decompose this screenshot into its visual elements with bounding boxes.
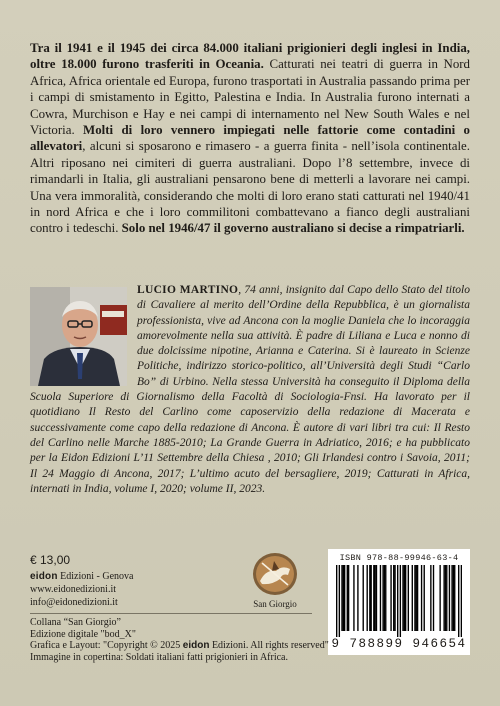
barcode-bar [430,565,431,631]
barcode-bar [339,565,340,637]
barcode-bar [373,565,374,631]
blurb-bold-3: Solo nel 1946/47 il governo australiano si decise a rimpatriarli. [121,221,465,236]
author-name: LUCIO MARTINO [137,284,239,296]
author-portrait-graphic [30,287,127,386]
barcode-bar [376,565,377,631]
barcode-bar [390,565,391,631]
barcode-bar [402,565,403,631]
barcode-bar [404,565,405,631]
barcode-bar [385,565,386,631]
barcode-bar [443,565,444,631]
back-cover-blurb [30,40,470,237]
barcode-bar [353,565,354,631]
divider [30,613,312,614]
barcode-bar [347,565,348,631]
barcode-bar [446,565,447,631]
barcode-bar [341,565,342,631]
barcode-bar [405,565,406,631]
colophon-edition: Edizione digitale "bod_X" [30,628,136,640]
publisher-brand: eidon [30,571,58,582]
barcode-bar [417,565,418,631]
barcode-bar [394,565,395,631]
barcode-bar [363,565,364,631]
isbn-digits: 9 788899 946654 [331,637,467,651]
barcode-bar [370,565,371,631]
barcode-bar [449,565,450,631]
blurb-text-2: , alcuni si sposarono e rimasero - a guerra finita - nell’isola continentale. Altri riposano nei cimiteri di guerra australiani. Dopo l’8 settembre, invece di rimandarli in Italia, gli australiani pensarono bene di metterli a lavorare nei campi. Una vera immoralità, considerando che molti di loro erano stati catturati nel 1940/41 in nord Africa e che i loro commilitoni combattevano a fianco degli australiani contro i tedeschi. [30,139,470,236]
barcode-bar [433,565,434,631]
blurb-bold-1: Tra il 1941 e il 1945 dei circa 84.000 italiani prigionieri degli inglesi in India, oltre 18.000 furono trasferiti in Oceania. [30,41,470,72]
barcode-bar [461,565,462,637]
publisher-info [30,570,133,609]
barcode-bar [445,565,446,631]
barcode-bar [344,565,345,631]
barcode-bar [424,565,425,631]
barcode-bar [408,565,409,631]
publisher-email[interactable]: info@eidonedizioni.it [30,597,118,608]
blurb-text-1: Catturati nei teatri di guerra in Nord Africa, Africa orientale ed Europa, furono trasportati in Australia passando prima per i campi di smistamento in Egitto, Palestina e India. In Australia furono internati a Cowra, Murchison e Hay e nei campi di internamento nel New South Wales e nel Victoria. [30,57,471,138]
logo-caption: San Giorgio [253,599,297,609]
barcode-bar [343,565,344,631]
barcode-bar [367,565,368,631]
barcode-bar [397,565,398,637]
barcode-bar [380,565,381,631]
author-bio-text: , 74 anni, insignito dal Capo dello Stato del titolo di Cavaliere al merito dell’Ordine della Repubblica, è un giornalista professionista, vive ad Ancona con la moglie Daniela che lo incoraggia amorevolmente nella sua attività. È padre di Liliana e Luca e nonno di due dolcissime nipotine, Arianna e Caterina. Si è laureato in Scienze Politiche, indirizzo storico-politico, all’Università degli Studi “Carlo Bo” di Urbino. Nella stessa Università ha conseguito il Diploma della Scuola Superiore di Giornalismo della Facoltà di Sociologia-Fnsi. Ha lavorato per il quotidiano Il Resto del Carlino come caposervizio della redazione di Macerata e successivamente come capo della redazione di Ancona. È autore di vari libri tra cui: Il Resto del Carlino nelle Marche 1885-2010; La Grande Guerra in Adriatico, 2016; e ha pubblicato per la Eidon Edizioni L’11 Settembre della Chiesa , 2010; Gli Irlandesi contro i Savoia, 2011; Il 24 Maggio di Ancona, 2017; L’ultimo acuto del bersagliere, 2019; Catturati in Africa, internati in India, volume I, 2020; volume II, 2023. [30,284,470,495]
barcode-bar [357,565,358,631]
barcode-bar [412,565,413,631]
barcode-bar [400,565,401,637]
isbn-label: ISBN 978-88-99946-63-4 [339,553,459,563]
san-giorgio-logo [252,551,298,597]
colophon-design-brand: eidon [182,640,210,652]
barcode-bar [416,565,417,631]
barcode-bars [336,565,462,637]
isbn-barcode [328,549,470,655]
colophon-design-prefix: Grafica e Layout: "Copyright © 2025 [30,640,183,652]
publisher-city: Edizioni - Genova [57,571,134,582]
blurb-bold-2: Molti di loro vennero impiegati nelle fattorie come contadini o allevatori [30,123,470,154]
colophon-design [30,640,330,652]
barcode-bar [393,565,394,631]
barcode-bar [414,565,415,631]
barcode-bar [374,565,375,631]
barcode-bar [384,565,385,631]
barcode-bar [369,565,370,631]
barcode-bar [458,565,459,637]
barcode-bar [439,565,440,631]
barcode-bar [453,565,454,631]
barcode-bar [421,565,422,631]
author-photo [30,287,127,386]
publisher-name [30,570,133,583]
barcode-bar [382,565,383,631]
price: € 13,00 [30,553,71,567]
colophon-cover-image: Immagine in copertina: Soldati italiani fatti prigionieri in Africa. [30,651,288,663]
barcode-bar [348,565,349,631]
barcode-bar [454,565,455,631]
colophon-design-suffix: Edizioni. All rights reserved" [209,640,329,652]
barcode-bar [336,565,337,637]
publisher-website[interactable]: www.eidonedizioni.it [30,584,117,595]
barcode-bar [451,565,452,631]
colophon [30,617,330,663]
colophon-series: Collana “San Giorgio” [30,617,121,628]
